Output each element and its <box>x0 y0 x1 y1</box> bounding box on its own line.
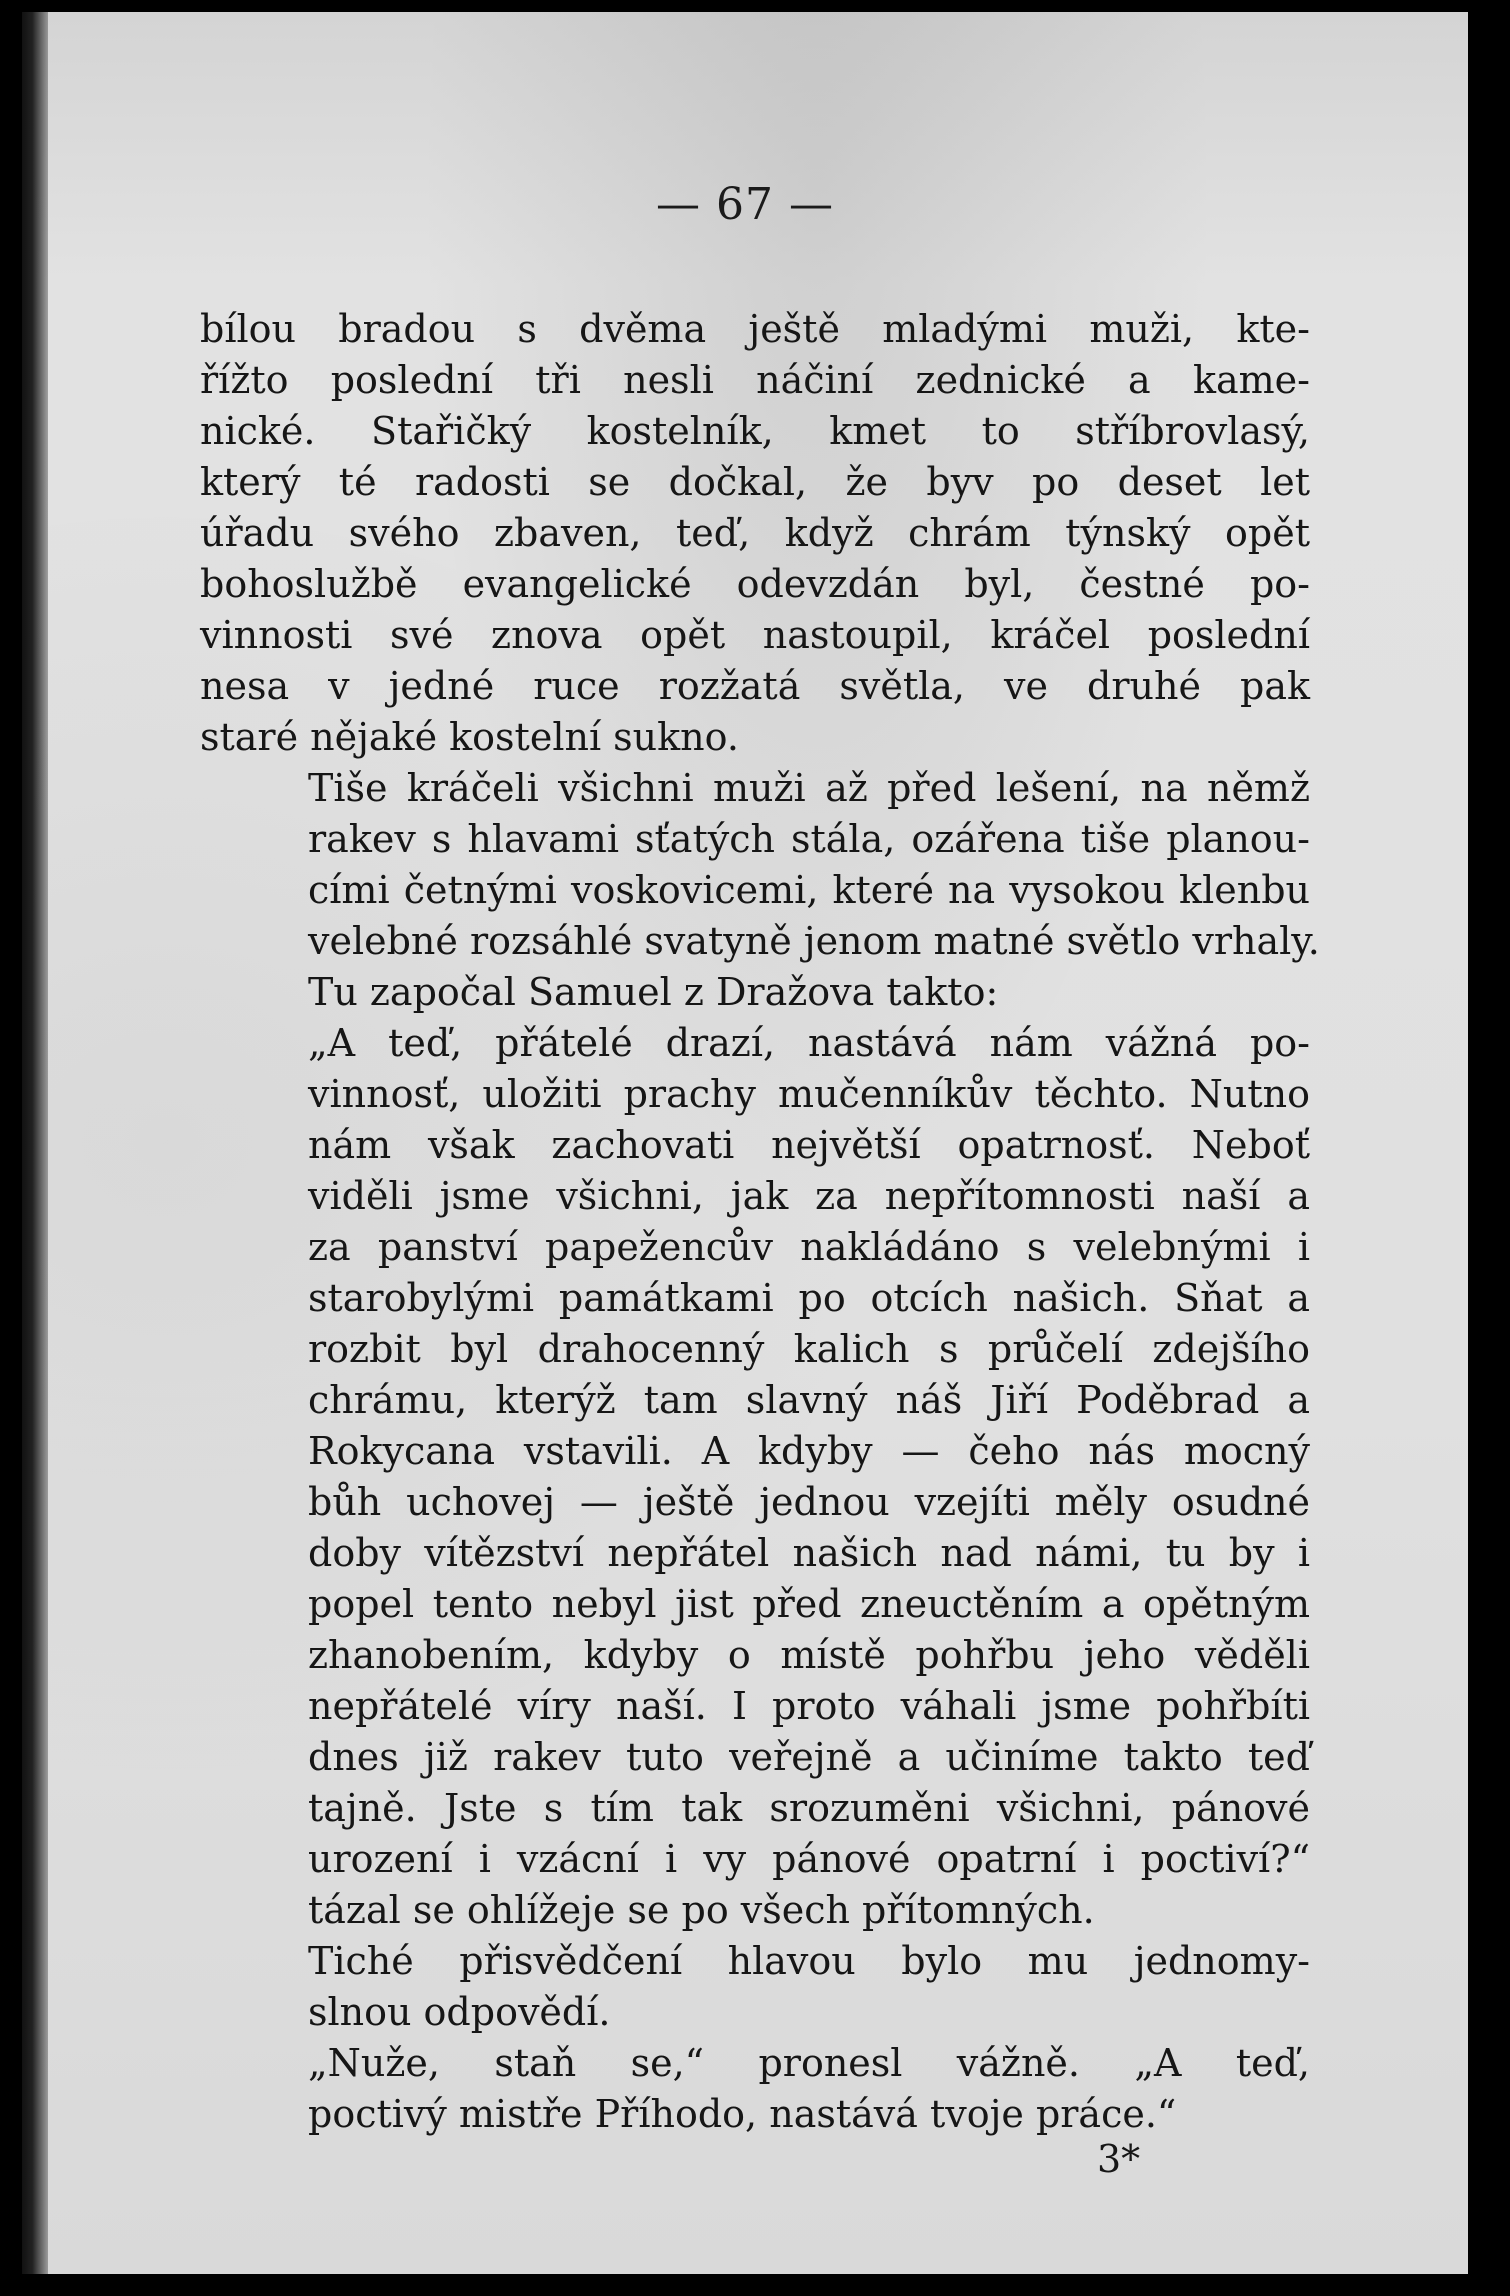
paragraph <box>200 967 1310 1018</box>
text-line: zhanobením, kdyby o místě pohřbu jeho věděli <box>308 1633 1310 1677</box>
text-line: Tiché přisvědčení hlavou bylo mu jednomy- <box>308 1939 1310 1983</box>
text-line: úřadu svého zbaven, teď, když chrám týnský opět <box>200 511 1310 555</box>
text-line: vinnosť, uložiti prachy mučenníkův těchto. Nutno <box>308 1072 1310 1116</box>
text-line: dnes již rakev tuto veřejně a učiníme takto teď <box>308 1735 1310 1779</box>
text-line: nepřátelé víry naší. I proto váhali jsme pohřbíti <box>308 1684 1310 1728</box>
paragraph <box>200 763 1320 967</box>
text-line: slnou odpovědí. <box>308 1990 611 2034</box>
text-line: chrámu, kterýž tam slavný náš Jiří Poděbrad a <box>308 1378 1310 1422</box>
text-line: urození i vzácní i vy pánové opatrní i poctiví?“ <box>308 1837 1310 1881</box>
text-line: za panství papežencův nakládáno s velebnými i <box>308 1225 1310 1269</box>
text-line: doby vítězství nepřátel našich nad námi, tu by i <box>308 1531 1310 1575</box>
text-line: popel tento nebyl jist před zneuctěním a opětným <box>308 1582 1310 1626</box>
paragraph <box>200 2038 1310 2140</box>
page-binding-shadow <box>22 12 48 2274</box>
paragraph <box>200 1936 1310 2038</box>
text-line: Rokycana vstavili. A kdyby — čeho nás mocný <box>308 1429 1310 1473</box>
paragraph <box>200 304 1310 763</box>
text-line: nám však zachovati největší opatrnosť. Neboť <box>308 1123 1310 1167</box>
text-line: rakev s hlavami sťatých stála, ozářena tiše planou- <box>308 817 1310 861</box>
text-line: bílou bradou s dvěma ještě mladými muži, kte- <box>200 307 1310 351</box>
text-line: nické. Stařičký kostelník, kmet to stříbrovlasý, <box>200 409 1310 453</box>
paragraph <box>200 1018 1310 1936</box>
text-line: Tu započal Samuel z Dražova takto: <box>308 970 999 1014</box>
printer-signature: 3* <box>1097 2137 1141 2181</box>
text-line: nesa v jedné ruce rozžatá světla, ve druhé pak <box>200 664 1310 708</box>
page-number: — 67 — <box>656 179 834 230</box>
text-line: velebné rozsáhlé svatyně jenom matné světlo vrhaly. <box>308 919 1320 963</box>
text-line: „Nuže, staň se,“ pronesl vážně. „A teď, <box>308 2041 1310 2085</box>
text-line: „A teď, přátelé drazí, nastává nám vážná po- <box>308 1021 1310 1065</box>
text-line: viděli jsme všichni, jak za nepřítomnosti naší a <box>308 1174 1310 1218</box>
body-text <box>200 304 1320 2140</box>
text-line: bůh uchovej — ještě jednou vzejíti měly osudné <box>308 1480 1310 1524</box>
text-line: který té radosti se dočkal, že byv po deset let <box>200 460 1310 504</box>
text-line: rozbit byl drahocenný kalich s průčelí zdejšího <box>308 1327 1310 1371</box>
text-line: tázal se ohlížeje se po všech přítomných. <box>308 1888 1095 1932</box>
text-line: Tiše kráčeli všichni muži až před lešení, na němž <box>308 766 1310 810</box>
text-line: vinnosti své znova opět nastoupil, kráčel poslední <box>200 613 1310 657</box>
text-line: poctivý mistře Příhodo, nastává tvoje práce.“ <box>308 2092 1177 2136</box>
book-page <box>22 12 1468 2274</box>
text-line: cími četnými voskovicemi, které na vysokou klenbu <box>308 868 1310 912</box>
text-line: bohoslužbě evangelické odevzdán byl, čestné po- <box>200 562 1310 606</box>
text-line: starobylými památkami po otcích našich. Sňat a <box>308 1276 1310 1320</box>
text-line: staré nějaké kostelní sukno. <box>200 715 739 759</box>
text-line: tajně. Jste s tím tak srozuměni všichni, pánové <box>308 1786 1310 1830</box>
text-line: řížto poslední tři nesli náčiní zednické a kame- <box>200 358 1310 402</box>
